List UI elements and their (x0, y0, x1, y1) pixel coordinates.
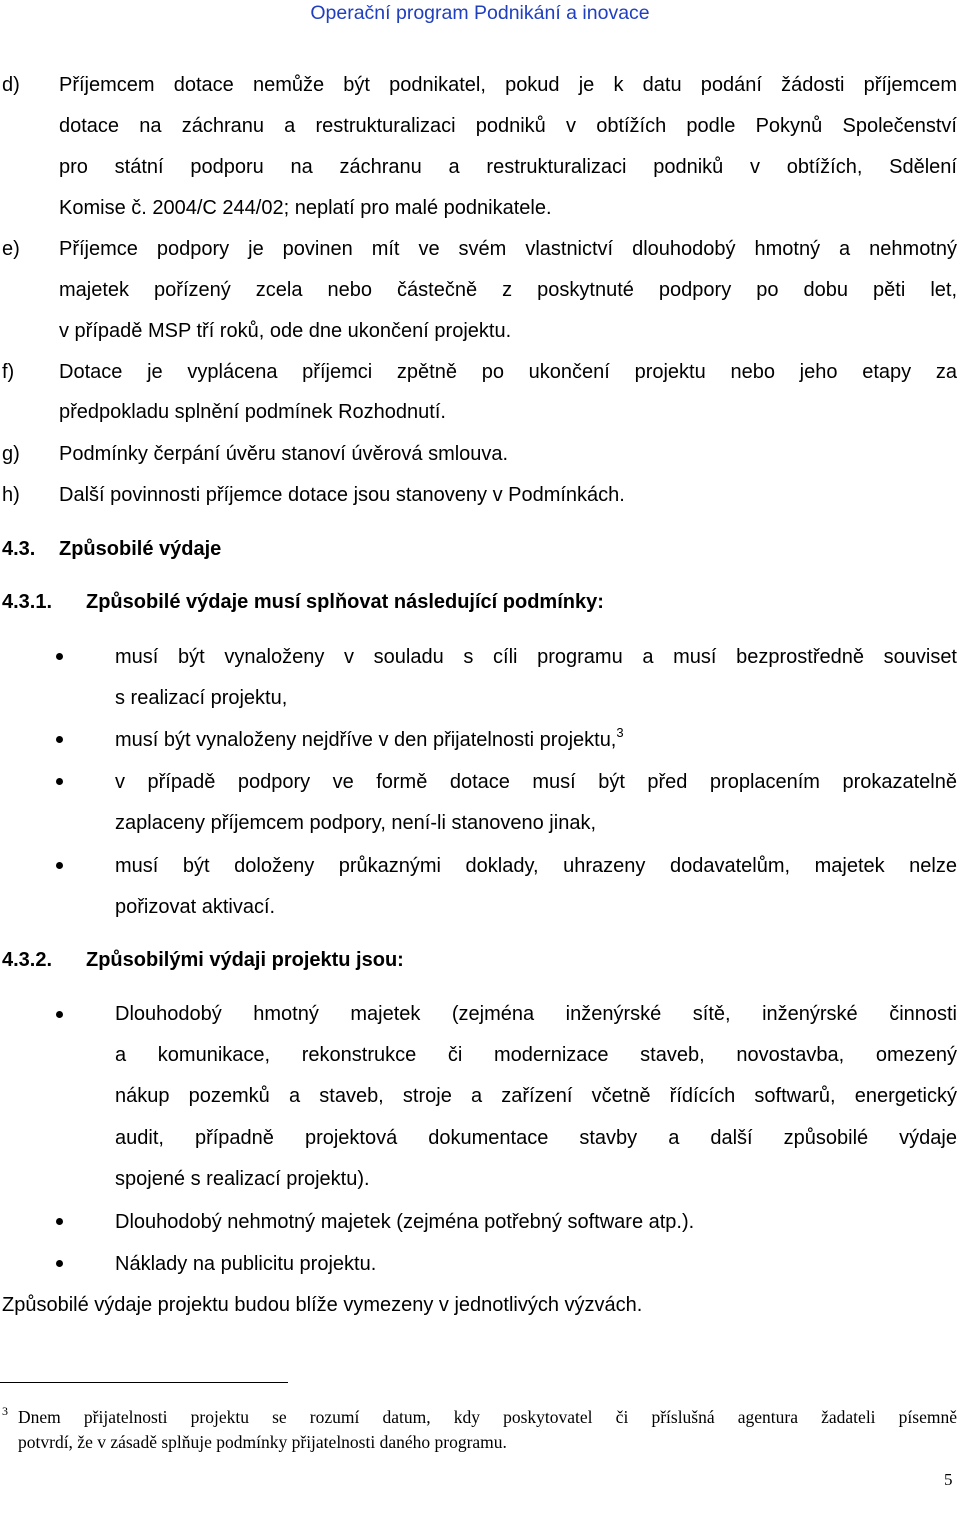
bullet-item-line: audit, případně projektová dokumentace stavby a další způsobilé výdaje (115, 1127, 957, 1149)
bullet-item-line: s realizací projektu, (115, 687, 288, 709)
list-item-line: dotace na záchranu a restrukturalizaci podniků v obtížích podle Pokynů Společenství (59, 115, 957, 137)
bullet-item-line: a komunikace, rekonstrukce či modernizace staveb, novostavba, omezený (115, 1044, 957, 1066)
page-number: 5 (944, 1470, 953, 1489)
list-item-line: předpokladu splnění podmínek Rozhodnutí. (59, 401, 446, 423)
bullet-icon (56, 653, 63, 660)
list-item-line: v případě MSP tří roků, ode dne ukončení projektu. (59, 320, 512, 342)
bullet-item-line: Dlouhodobý hmotný majetek (zejména inženýrské sítě, inženýrské činnosti (115, 1003, 957, 1025)
subsection-title: Způsobilými výdaji projektu jsou: (86, 949, 404, 971)
bullet-icon (56, 1218, 63, 1225)
closing-paragraph: Způsobilé výdaje projektu budou blíže vymezeny v jednotlivých výzvách. (2, 1294, 643, 1316)
bullet-item-line: pořizovat aktivací. (115, 896, 276, 918)
subsection-number: 4.3.1. (2, 591, 53, 613)
bullet-item-line (115, 725, 624, 752)
bullet-icon (56, 1011, 63, 1018)
bullet-item-text: musí být vynaloženy nejdříve v den přijatelnosti projektu, (115, 729, 617, 751)
list-item-line: Dotace je vyplácena příjemci zpětně po ukončení projektu nebo jeho etapy za (59, 361, 957, 383)
bullet-item-line: zaplaceny příjemcem podpory, není-li stanoveno jinak, (115, 812, 596, 834)
footnote-separator (0, 1382, 288, 1383)
section-number: 4.3. (2, 538, 36, 560)
bullet-item-line: musí být vynaloženy v souladu s cíli programu a musí bezprostředně souviset (115, 646, 957, 668)
bullet-icon (56, 736, 63, 743)
list-item-line: Další povinnosti příjemce dotace jsou stanoveny v Podmínkách. (59, 484, 625, 506)
list-item-line: Příjemcem dotace nemůže být podnikatel, pokud je k datu podání žádosti příjemcem (59, 74, 957, 96)
footnote-line: potvrdí, že v zásadě splňuje podmínky přijatelnosti daného programu. (18, 1432, 507, 1452)
footnote-reference: 3 (616, 725, 624, 740)
list-marker: d) (2, 74, 20, 96)
bullet-item-line: musí být doloženy průkaznými doklady, uhrazeny dodavatelům, majetek nelze (115, 855, 957, 877)
list-marker: f) (2, 361, 15, 383)
bullet-icon (56, 778, 63, 785)
bullet-icon (56, 1260, 63, 1267)
list-marker: h) (2, 484, 20, 506)
list-marker: e) (2, 238, 20, 260)
list-item-line: majetek pořízený zcela nebo částečně z poskytnuté podpory po dobu pěti let, (59, 279, 957, 301)
list-item-line: Příjemce podpory je povinen mít ve svém vlastnictví dlouhodobý hmotný a nehmotný (59, 238, 957, 260)
list-item-line: pro státní podporu na záchranu a restrukturalizaci podniků v obtížích, Sdělení (59, 156, 957, 178)
list-item-line: Komise č. 2004/C 244/02; neplatí pro malé podnikatele. (59, 197, 552, 219)
bullet-item-line: nákup pozemků a staveb, stroje a zařízení včetně řídících softwarů, energetický (115, 1085, 957, 1107)
bullet-item-line: Náklady na publicitu projektu. (115, 1253, 377, 1275)
bullet-item-line: v případě podpory ve formě dotace musí být před proplacením prokazatelně (115, 771, 957, 793)
bullet-item-line: Dlouhodobý nehmotný majetek (zejména potřebný software atp.). (115, 1211, 695, 1233)
bullet-item-line: spojené s realizací projektu). (115, 1168, 370, 1190)
footnote-line: Dnem přijatelnosti projektu se rozumí datum, kdy poskytovatel či příslušná agentura žadateli písemně (18, 1407, 957, 1427)
subsection-title: Způsobilé výdaje musí splňovat následující podmínky: (86, 591, 604, 613)
footnote-mark: 3 (2, 1404, 8, 1418)
running-header: Operační program Podnikání a inovace (310, 2, 650, 24)
bullet-icon (56, 862, 63, 869)
list-item-line: Podmínky čerpání úvěru stanoví úvěrová smlouva. (59, 443, 509, 465)
list-marker: g) (2, 443, 20, 465)
subsection-number: 4.3.2. (2, 949, 53, 971)
section-title: Způsobilé výdaje (59, 538, 222, 560)
